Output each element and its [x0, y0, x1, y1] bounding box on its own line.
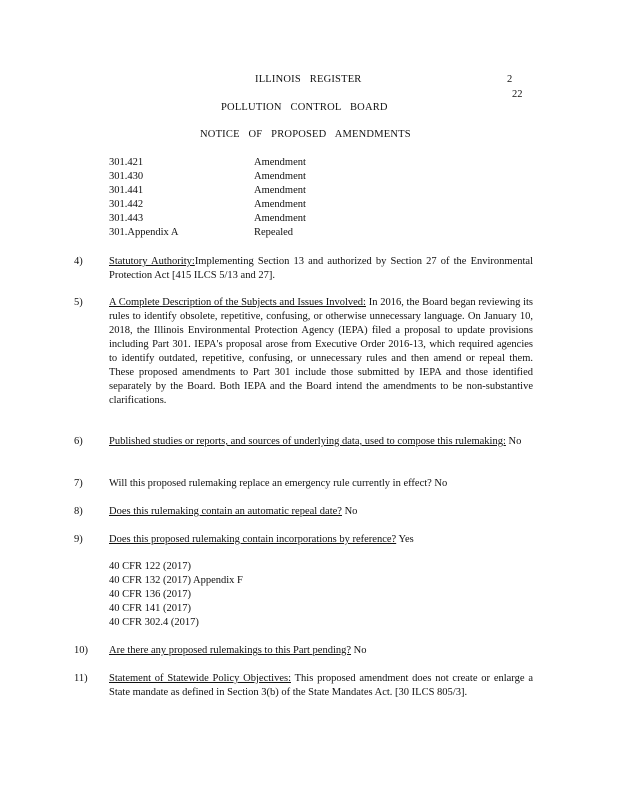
section-number: 301.441 [109, 185, 144, 196]
item-text: Implementing Section 13 and authorized by Section 27 of the Environmental Protection Act [415 ILCS 5/13 and 27]. [109, 256, 534, 281]
item-heading: Statement of Statewide Policy Objectives: [109, 673, 291, 684]
item-text: No [505, 436, 522, 447]
item-published-studies [109, 435, 533, 449]
table-row [109, 170, 409, 184]
notice-title: NOTICE OF PROPOSED AMENDMENTS [200, 129, 411, 140]
page-number-top: 2 [507, 74, 513, 85]
table-row [109, 156, 409, 170]
table-row [109, 212, 409, 226]
item-text: This proposed amendment does not create or enlarge a State mandate as defined in Section 3(b) of the State Mandates Act. [30 ILCS 805/3]. [109, 673, 533, 698]
item-number: 8) [74, 506, 83, 517]
list-item: 40 CFR 132 (2017) Appendix F [109, 575, 243, 586]
item-statutory-authority [109, 255, 533, 283]
item-incorporations [109, 533, 533, 547]
item-text: No [341, 506, 358, 517]
item-heading: Published studies or reports, and sources of underlying data, used to compose this rulemaking: [109, 436, 506, 447]
section-number: 301.Appendix A [109, 227, 179, 238]
register-title: ILLINOIS REGISTER [255, 74, 362, 85]
list-item: 40 CFR 136 (2017) [109, 589, 191, 600]
item-text: Yes [396, 534, 414, 545]
list-item: 40 CFR 122 (2017) [109, 561, 191, 572]
list-item: 40 CFR 141 (2017) [109, 603, 191, 614]
table-row [109, 198, 409, 212]
item-number: 11) [74, 673, 88, 684]
section-action: Amendment [254, 171, 306, 182]
item-text: No [351, 645, 367, 656]
item-number: 10) [74, 645, 88, 656]
item-heading: Statutory Authority: [109, 256, 195, 267]
section-number: 301.421 [109, 157, 144, 168]
item-number: 6) [74, 436, 83, 447]
section-action: Amendment [254, 199, 306, 210]
item-number: 4) [74, 256, 83, 267]
item-emergency-rule [109, 477, 533, 491]
section-action: Amendment [254, 185, 306, 196]
section-action: Amendment [254, 157, 306, 168]
section-number: 301.442 [109, 199, 144, 210]
item-number: 5) [74, 297, 83, 308]
item-number: 9) [74, 534, 83, 545]
item-text: In 2016, the Board began reviewing its rules to identify obsolete, repetitive, confusing, or otherwise unnecessary language. On January 10, 2018, the Illinois Environmental Protection Agency (IEPA) filed a proposal to update provisions including Part 301. IEPA's proposal arose from Executive Order 2016-13, which required agencies to identify outdated, repetitive, confusing, or unnecessary rules and then amend or repeal them. These proposed amendments to Part 301 include those submitted by IEPA and those identified separately by the Board. Both IEPA and the Board intend the amendments to be non-substantive clarifications. [109, 297, 533, 406]
item-pending-rulemakings [109, 644, 533, 658]
item-heading: Are there any proposed rulemakings to this Part pending? [109, 645, 352, 656]
section-action: Amendment [254, 213, 306, 224]
board-title: POLLUTION CONTROL BOARD [221, 102, 388, 113]
item-heading: Does this rulemaking contain an automatic repeal date? [109, 506, 342, 517]
table-row [109, 184, 409, 198]
table-row [109, 226, 409, 240]
item-description [109, 296, 533, 408]
item-number: 7) [74, 478, 83, 489]
item-text: Will this proposed rulemaking replace an emergency rule currently in effect? No [109, 478, 448, 489]
page-number-bottom: 22 [512, 89, 523, 100]
item-policy-objectives [109, 672, 533, 700]
item-heading: A Complete Description of the Subjects and Issues Involved: [109, 297, 366, 308]
item-heading: Does this proposed rulemaking contain incorporations by reference? [109, 534, 397, 545]
section-number: 301.430 [109, 171, 144, 182]
list-item: 40 CFR 302.4 (2017) [109, 617, 199, 628]
section-action: Repealed [254, 227, 294, 238]
item-repeal-date [109, 505, 533, 519]
section-number: 301.443 [109, 213, 144, 224]
